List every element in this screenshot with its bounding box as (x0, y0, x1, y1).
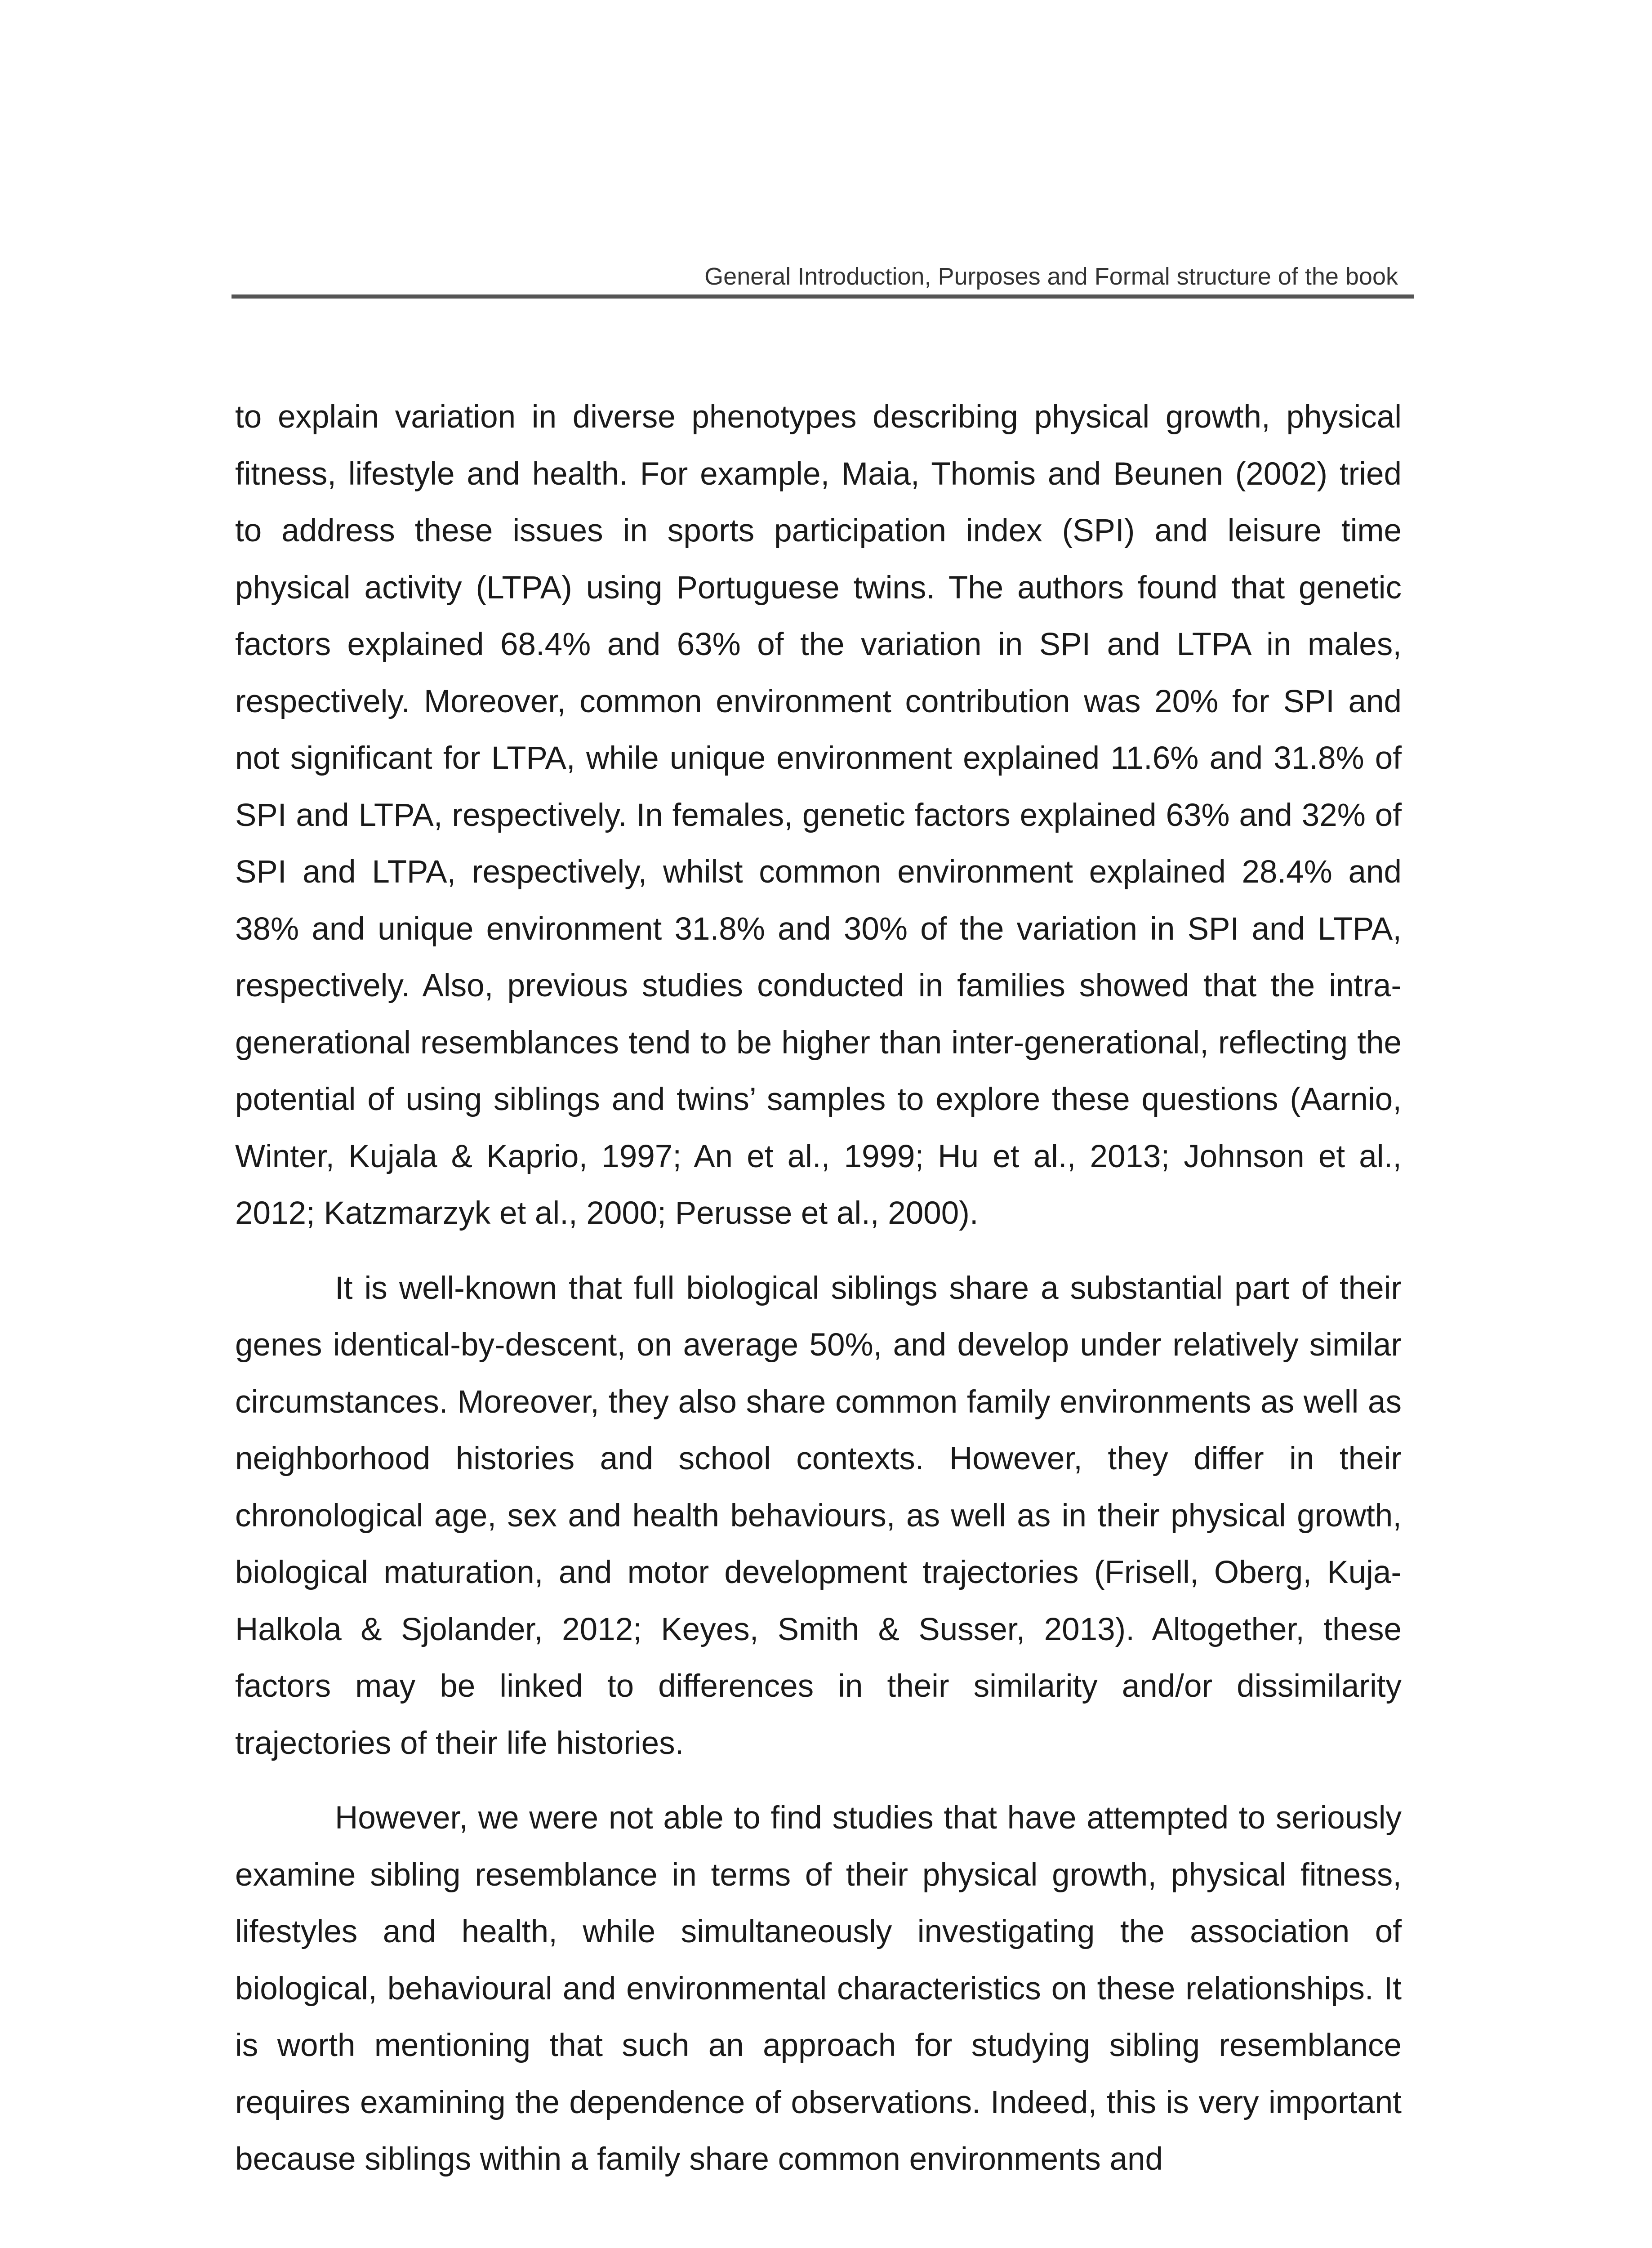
paragraph-siblings-genes: It is well-known that full biological siblings share a substantial part of their genes identical-by-descent, on average 50%, and develop under relatively similar circumstances. Moreover, they also share common family environments as well as neighborhood histories and school contexts. However, they differ in their chronological age, sex and health behaviours, as well as in their physical growth, biological maturation, and motor development trajectories (Frisell, Oberg, Kuja-Halkola & Sjolander, 2012; Keyes, Smith & Susser, 2013). Altogether, these factors may be linked to differences in their similarity and/or dissimilarity trajectories of their life histories. (235, 1270, 1402, 1761)
running-header: General Introduction, Purposes and Formal structure of the book (704, 263, 1398, 290)
paragraph-research-gap: However, we were not able to find studies that have attempted to seriously examine sibling resemblance in terms of their physical growth, physical fitness, lifestyles and health, while simultaneously investigating the association of biological, behavioural and environmental characteristics on these relationships. It is worth mentioning that such an approach for studying sibling resemblance requires examining the dependence of observations. Indeed, this is very important because siblings within a family share common environments and (235, 1800, 1402, 2177)
body-text (235, 389, 1402, 2188)
paragraph-continuation: to explain variation in diverse phenotypes describing physical growth, physical fitness, lifestyle and health. For example, Maia, Thomis and Beunen (2002) tried to address these issues in sports participation index (SPI) and leisure time physical activity (LTPA) using Portuguese twins. The authors found that genetic factors explained 68.4% and 63% of the variation in SPI and LTPA in males, respectively. Moreover, common environment contribution was 20% for SPI and not significant for LTPA, while unique environment explained 11.6% and 31.8% of SPI and LTPA, respectively. In females, genetic factors explained 63% and 32% of SPI and LTPA, respectively, whilst common environment explained 28.4% and 38% and unique environment 31.8% and 30% of the variation in SPI and LTPA, respectively. Also, previous studies conducted in families showed that the intra-generational resemblances tend to be higher than inter-generational, reflecting the potential of using siblings and twins’ samples to explore these questions (Aarnio, Winter, Kujala & Kaprio, 1997; An et al., 1999; Hu et al., 2013; Johnson et al., 2012; Katzmarzyk et al., 2000; Perusse et al., 2000). (235, 399, 1402, 1231)
header-rule (232, 294, 1414, 299)
